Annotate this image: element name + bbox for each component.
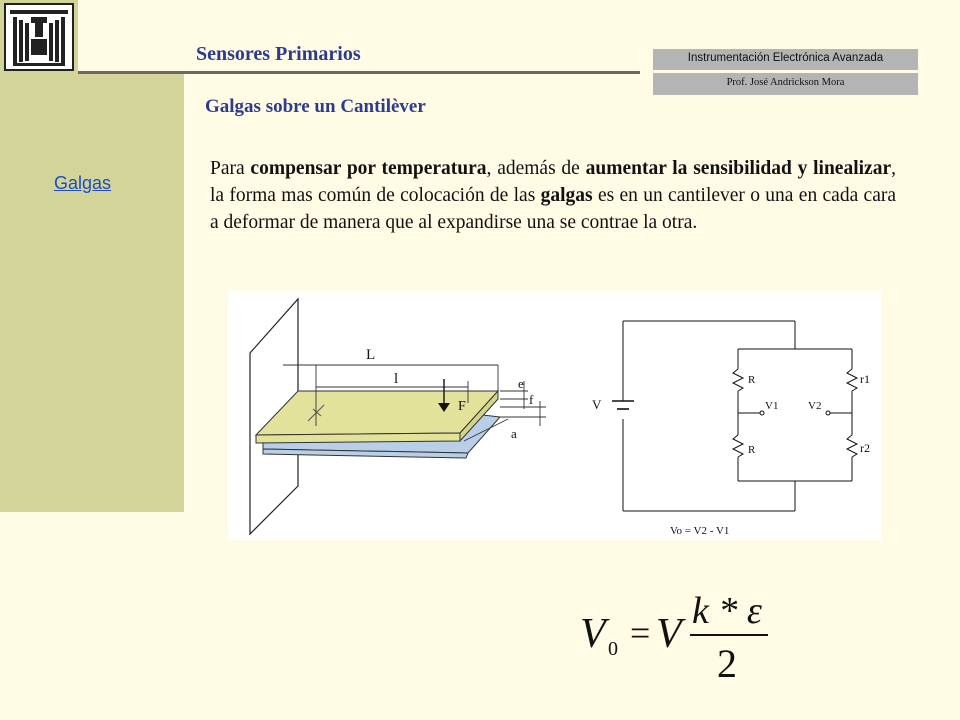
label-V2: V2 <box>808 400 822 412</box>
page-title: Sensores Primarios <box>196 43 361 65</box>
output-formula <box>580 585 780 690</box>
professor-name: Prof. José Andrickson Mora <box>726 77 845 88</box>
formula-denominator: 2 <box>717 641 737 685</box>
paragraph-bold: aumentar la sensibilidad y linealizar <box>585 158 892 179</box>
label-L: L <box>366 347 376 363</box>
label-R-bottom: R <box>748 444 756 456</box>
section-subtitle: Galgas sobre un Cantilèver <box>205 96 426 117</box>
bridge-circuit <box>612 321 857 511</box>
logo <box>0 0 78 74</box>
formula-equals: = <box>630 613 651 653</box>
formula-rhs-V: V <box>656 611 682 657</box>
label-l: l <box>394 371 399 387</box>
paragraph-text: , la forma mas común de colocación de las <box>210 158 896 207</box>
label-r1: r1 <box>860 372 870 386</box>
label-source-V: V <box>592 397 602 412</box>
label-F: F <box>458 399 466 414</box>
label-f: f <box>529 392 534 407</box>
label-r2: r2 <box>860 441 870 455</box>
paragraph-text: , además de <box>486 158 586 179</box>
paragraph-bold: galgas <box>540 185 593 207</box>
body-paragraph <box>210 155 896 236</box>
sidebar <box>0 73 184 512</box>
output-equation: Vo = V2 - V1 <box>670 525 730 537</box>
institution-logo-icon <box>4 3 74 71</box>
formula-numerator: k * ε <box>692 590 762 632</box>
course-banner <box>653 49 918 95</box>
sidebar-link-galgas[interactable]: Galgas <box>54 173 112 193</box>
cantilever-figure <box>228 291 881 540</box>
formula-lhs-subscript: 0 <box>608 638 618 660</box>
paragraph-text: es en un cantilever o una en cada cara a deformar de manera que al expandirse una se contrae la otra. <box>210 185 897 234</box>
label-R-top: R <box>748 374 756 386</box>
label-a: a <box>511 426 517 441</box>
formula-lhs-V: V <box>580 611 606 657</box>
banner-divider <box>653 70 918 73</box>
paragraph-text: Para <box>210 158 251 179</box>
label-V1: V1 <box>765 400 779 412</box>
course-name: Instrumentación Electrónica Avanzada <box>687 52 884 64</box>
label-e: e <box>518 376 524 391</box>
header-divider <box>78 71 640 74</box>
paragraph-bold: compensar por temperatura <box>250 158 487 179</box>
